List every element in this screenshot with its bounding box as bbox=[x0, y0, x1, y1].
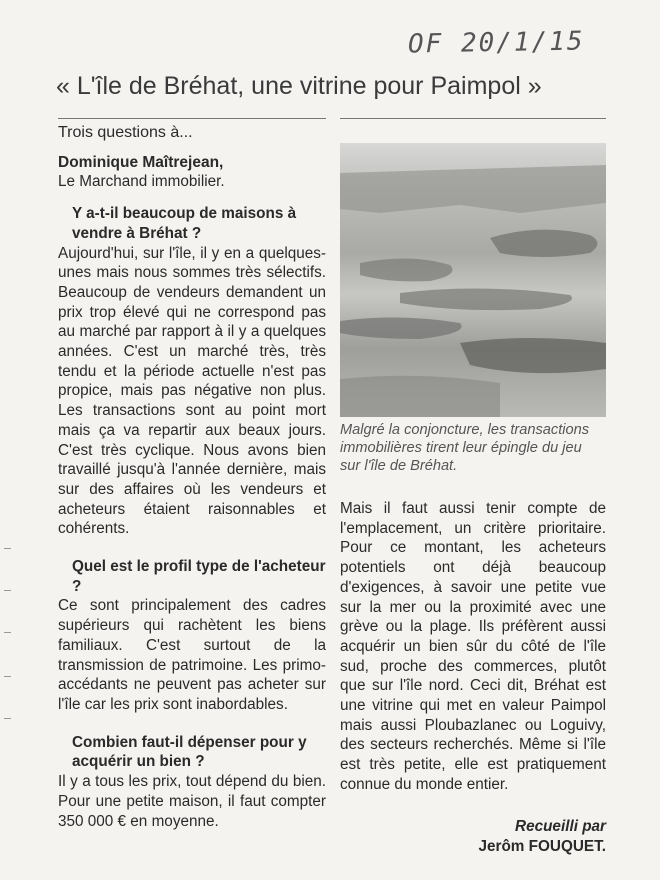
handwritten-date-note: OF 20/1/15 bbox=[407, 26, 585, 60]
island-photo-shapes bbox=[340, 143, 606, 417]
question-2: Quel est le profil type de l'acheteur ? bbox=[72, 558, 326, 595]
column-rule bbox=[58, 118, 326, 119]
interviewee-name: Dominique Maîtrejean, bbox=[58, 153, 224, 171]
continuation-text: Mais il faut aussi tenir compte de l'emplacement, un critère prioritaire. Pour ce montant, les acheteurs potentiels ont déjà beaucoup d'exigences, à savoir une petite vue sur la mer ou la proximité avec une grève ou la plage. Ils préfèrent aussi acquérir un bien sûr du côté de l'île sud, proche des commerces, plutôt que sur l'île nord. Ceci dit, Bréhat est une vitrine qui met en valeur Paimpol mais aussi Ploubazlanec ou Loguivy, des secteurs recherchés. Même si l'île est très petite, elle est pratiquement connue du monde entier. bbox=[340, 500, 606, 793]
photo-caption: Malgré la conjoncture, les transactions immobilières tirent leur épingle du jeu sur l'île de Bréhat. bbox=[340, 422, 590, 474]
question-1: Y a-t-il beaucoup de maisons à vendre à Bréhat ? bbox=[72, 205, 297, 242]
scan-edge-marks bbox=[0, 0, 20, 880]
column-rule bbox=[340, 118, 606, 119]
answer-3: Il y a tous les prix, tout dépend du bien. Pour une petite maison, il faut compter 350 000 € en moyenne. bbox=[58, 773, 326, 830]
answer-1: Aujourd'hui, sur l'île, il y en a quelques-unes mais nous sommes très sélectifs. Beaucoup de vendeurs demandent un prix trop élevé qui ne correspond pas au marché par rapport à il y a quelques années. C'est un marché très, très tendu et la période actuelle n'est pas propice, mais pas négative non plus. Les transactions sont au point mort mais ça va repartir aux beaux jours. C'est très cyclique. Nous avons bien travaillé jusqu'à l'année dernière, mais sur des affaires où les vendeurs et acheteurs étaient raisonnables et cohérents. bbox=[58, 244, 326, 538]
byline-label: Recueilli par bbox=[515, 817, 606, 835]
question-3: Combien faut-il dépenser pour y acquérir un bien ? bbox=[72, 733, 307, 771]
article-headline: « L'île de Bréhat, une vitrine pour Paimpol » bbox=[56, 72, 542, 100]
intro-line: Trois questions à... bbox=[58, 124, 193, 141]
answer-2: Ce sont principalement des cadres supérieurs qui rachètent les biens familiaux. C'est surtout de la transmission de patrimoine. Les primo-accédants ne peuvent pas acheter sur l'île car les prix sont inabordables. bbox=[58, 597, 326, 713]
interviewee-role: Le Marchand immobilier. bbox=[58, 173, 225, 191]
right-column bbox=[340, 118, 606, 857]
byline-author: Jerôm FOUQUET. bbox=[478, 837, 606, 855]
byline bbox=[340, 817, 606, 857]
island-photo bbox=[340, 143, 606, 417]
left-column bbox=[58, 118, 326, 831]
